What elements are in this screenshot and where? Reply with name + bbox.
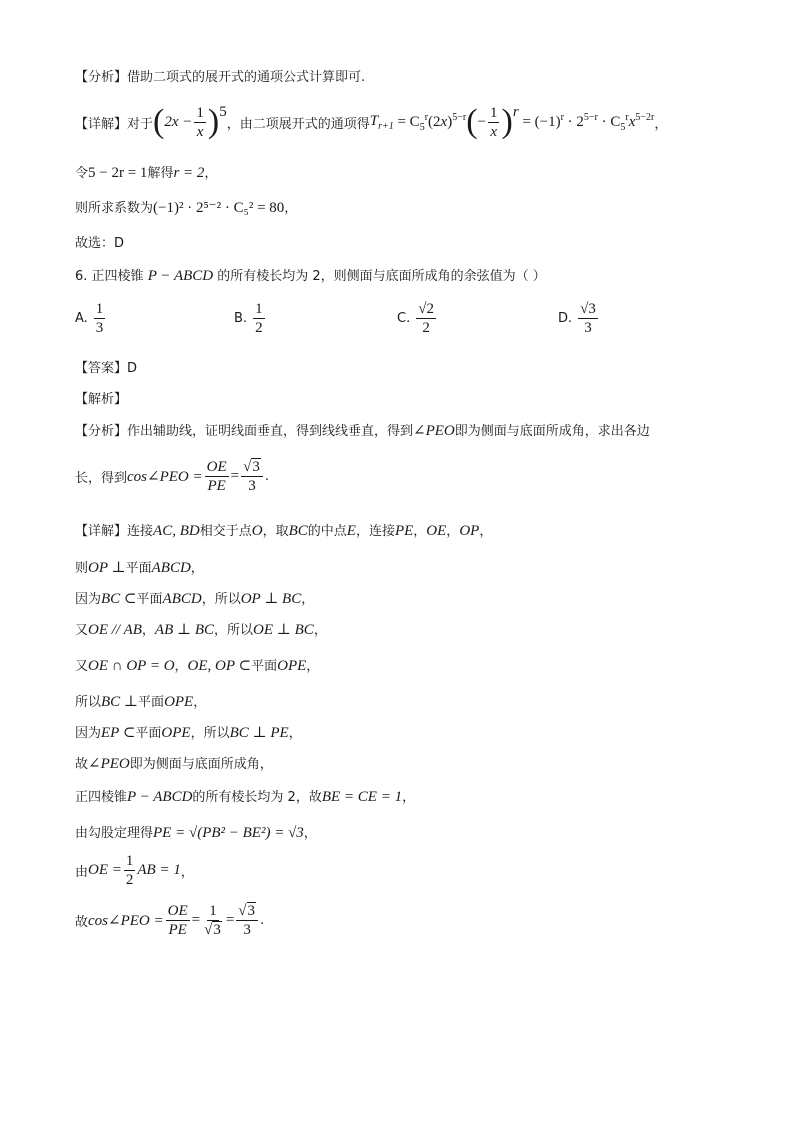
t: 的中点: [307, 524, 347, 539]
frac-1-over-x: $\frac{1}{x}$: [196, 104, 204, 140]
t: 平面: [251, 659, 278, 674]
step1-result: r = 2: [173, 165, 205, 181]
m: EP ⊂: [101, 725, 136, 741]
paren-close-2: ): [501, 103, 513, 140]
frac-1-over-x-2: $\frac{1}{x}$: [489, 104, 498, 140]
detail-2-line-12: [75, 902, 264, 939]
analysis2-text3: 长，得到: [75, 471, 128, 486]
m: BE = CE = 1: [321, 789, 403, 805]
eq-sign-1: = $C_5^r(2x)^{5-r}$: [393, 111, 467, 133]
t: ，所以: [190, 726, 230, 741]
m: E: [346, 523, 356, 539]
m: OE // AB: [88, 622, 142, 638]
t: 因为: [75, 726, 102, 741]
analysis-2: [75, 420, 650, 440]
analysis2-text2: 即为侧面与底面所成角，求出各边: [454, 424, 650, 439]
option-a-label: A.: [75, 311, 88, 326]
question-text-post: 的所有棱长均为 2，则侧面与底面所成角的余弦值为（ ）: [217, 269, 546, 284]
exp-r: r: [512, 103, 519, 120]
comma: ，: [654, 116, 668, 132]
m: AB ⊥ BC: [154, 622, 215, 638]
t: ，: [301, 592, 315, 607]
option-d-value: $\frac{√3}{3}$: [580, 301, 596, 336]
m: OP ⊥ BC: [240, 591, 302, 607]
detail-1-formula: [75, 103, 667, 141]
t: 由勾股定理得: [75, 826, 154, 841]
m: PE = √(PB² − BE²) = √3: [153, 825, 304, 841]
m: cos∠PEO =: [88, 913, 164, 929]
option-b[interactable]: [234, 300, 267, 337]
t: 连接: [127, 524, 154, 539]
jiexi-tag: 【解析】: [75, 392, 128, 407]
m: OE, OP ⊂: [187, 658, 252, 674]
t: ，: [174, 659, 188, 674]
detail-1-choice: [75, 232, 124, 251]
detail-2-line-7: [75, 722, 302, 742]
t: ，: [306, 659, 320, 674]
m: BC: [288, 523, 308, 539]
paren-open: (: [153, 103, 165, 140]
m: BC ⊂: [101, 591, 137, 607]
jiexi: [75, 388, 127, 407]
frac-1-sqrt3: $\frac{1}{√3}$: [204, 903, 221, 938]
choice-text: 故选：D: [75, 236, 125, 251]
paren-open-2: (: [466, 103, 478, 140]
t: 正四棱锥: [75, 790, 128, 805]
question-text-pre: 正四棱锥: [91, 269, 144, 284]
t: 由: [75, 865, 89, 880]
t: ，取: [262, 524, 289, 539]
option-c-value: $\frac{√2}{2}$: [418, 301, 434, 336]
expanded-term: = $(-1)^r \cdot 2^{5-r} \cdot C_5^rx^{5-2r}$: [518, 111, 655, 133]
answer-value: D: [127, 361, 138, 376]
analysis-1: [75, 66, 365, 85]
step1-pre: 令: [75, 166, 89, 181]
detail-2-line-5: [75, 655, 319, 675]
t: ，所以: [214, 623, 254, 638]
detail-tag: 【详解】: [75, 116, 128, 132]
m: ABCD: [151, 560, 191, 576]
m: OPE: [164, 694, 194, 710]
detail-1-step2: [75, 197, 297, 217]
t: ，: [288, 726, 302, 741]
question-number: 6.: [75, 269, 88, 284]
t: 的所有棱长均为 2，故: [192, 790, 322, 805]
detail-2-line-11: [75, 852, 194, 889]
t: 则: [75, 561, 89, 576]
minus-sign: −: [477, 113, 486, 130]
analysis-tag: 【分析】: [75, 70, 128, 85]
option-c-label: C.: [397, 311, 411, 326]
m: OE ∩ OP = O: [88, 658, 175, 674]
m: PE: [394, 523, 414, 539]
term-2x: 2x −: [164, 113, 193, 130]
analysis2-angle: ∠PEO: [413, 423, 455, 439]
step2-equation: (−1)² · 2⁵⁻² · C₅² = 80: [153, 200, 285, 216]
detail-1-step1: [75, 162, 217, 182]
detail-2-line-2: [75, 557, 204, 577]
detail-2-line-10: [75, 822, 317, 842]
frac-oe-pe-2: $\frac{OE}{PE}$: [167, 903, 188, 938]
m: OPE: [161, 725, 191, 741]
detail2-tag: 【详解】: [75, 524, 128, 539]
m: BC ⊥ PE: [229, 725, 289, 741]
detail-2-line-8: [75, 753, 273, 773]
t: ，: [446, 524, 460, 539]
m: BC ⊥: [101, 694, 139, 710]
detail-2-line-4: [75, 619, 327, 639]
t: ，: [141, 623, 155, 638]
t: 故: [75, 915, 89, 930]
step1-equation: 5 − 2r = 1: [88, 165, 148, 181]
option-c[interactable]: [397, 300, 438, 337]
m: AC, BD: [153, 523, 200, 539]
m: OE =: [88, 862, 122, 878]
frac-oe-pe: $\frac{OE}{PE}$: [206, 459, 227, 494]
step1-end: ，: [204, 166, 218, 181]
analysis2-cos: cos∠PEO =: [127, 469, 203, 485]
period: .: [264, 469, 269, 484]
answer-tag: 【答案】: [75, 361, 128, 376]
step2-pre: 则所求系数为: [75, 201, 154, 216]
analysis2-tag: 【分析】: [75, 424, 128, 439]
frac-sqrt3-3-2: $\frac{√3}{3}$: [236, 902, 258, 939]
t: ，所以: [201, 592, 241, 607]
t: 即为侧面与底面所成角，: [129, 757, 273, 772]
analysis2-text1: 作出辅助线，证明线面垂直，得到线线垂直，得到: [127, 424, 414, 439]
answer: [75, 357, 137, 376]
frac-sqrt3-3: $\frac{√3}{3}$: [241, 458, 263, 495]
t: ，: [402, 790, 416, 805]
step1-mid: 解得: [147, 166, 174, 181]
paren-close: ): [207, 103, 220, 140]
option-d-label: D.: [558, 311, 573, 326]
eq-sign: =: [230, 468, 240, 484]
option-d[interactable]: [558, 300, 600, 337]
t: 因为: [75, 592, 102, 607]
m: ABCD: [162, 591, 202, 607]
period: .: [260, 913, 265, 928]
detail-2-line-1: [75, 520, 492, 540]
general-term: $T_{r+1}$: [369, 112, 394, 132]
analysis-text: 借助二项式的展开式的通项公式计算即可.: [127, 70, 366, 85]
option-a-value: $\frac{1}{3}$: [95, 301, 104, 336]
m: P − ABCD: [127, 789, 193, 805]
detail-2-line-9: [75, 786, 415, 806]
t: 又: [75, 659, 89, 674]
detail-text-1: 对于: [127, 116, 154, 132]
t: 平面: [135, 726, 162, 741]
t: 所以: [75, 695, 102, 710]
option-b-value: $\frac{1}{2}$: [255, 301, 263, 336]
step2-end: ，: [284, 201, 298, 216]
t: ，: [479, 524, 493, 539]
m: O: [251, 523, 263, 539]
t: ，连接: [355, 524, 395, 539]
m: AB = 1: [137, 862, 181, 878]
t: ，: [180, 865, 194, 880]
t: ，: [303, 826, 317, 841]
t: 平面: [138, 695, 165, 710]
frac-1-2: $\frac{1}{2}$: [125, 853, 134, 888]
analysis-2-cont: [75, 458, 269, 495]
m: OE ⊥ BC: [253, 622, 314, 638]
m: OE: [426, 523, 447, 539]
t: ，: [193, 695, 207, 710]
m: ∠PEO: [88, 756, 130, 772]
option-b-label: B.: [234, 311, 248, 326]
t: 平面: [136, 592, 163, 607]
option-a[interactable]: [75, 300, 107, 337]
eq: =: [191, 912, 201, 928]
detail-2-line-6: [75, 691, 206, 711]
detail-2-line-3: [75, 588, 314, 608]
t: ，: [190, 561, 204, 576]
m: OP ⊥: [88, 560, 126, 576]
t: ，: [413, 524, 427, 539]
detail-text-2: ，由二项展开式的通项得: [226, 116, 370, 132]
question-pyramid: P − ABCD: [147, 268, 214, 284]
t: 相交于点: [199, 524, 252, 539]
t: 平面: [125, 561, 152, 576]
t: 又: [75, 623, 89, 638]
question-6: [75, 265, 546, 285]
m: OP: [459, 523, 480, 539]
t: ，: [313, 623, 327, 638]
exp-5: 5: [219, 103, 227, 120]
eq: =: [225, 912, 235, 928]
t: 故: [75, 757, 89, 772]
m: OPE: [277, 658, 307, 674]
